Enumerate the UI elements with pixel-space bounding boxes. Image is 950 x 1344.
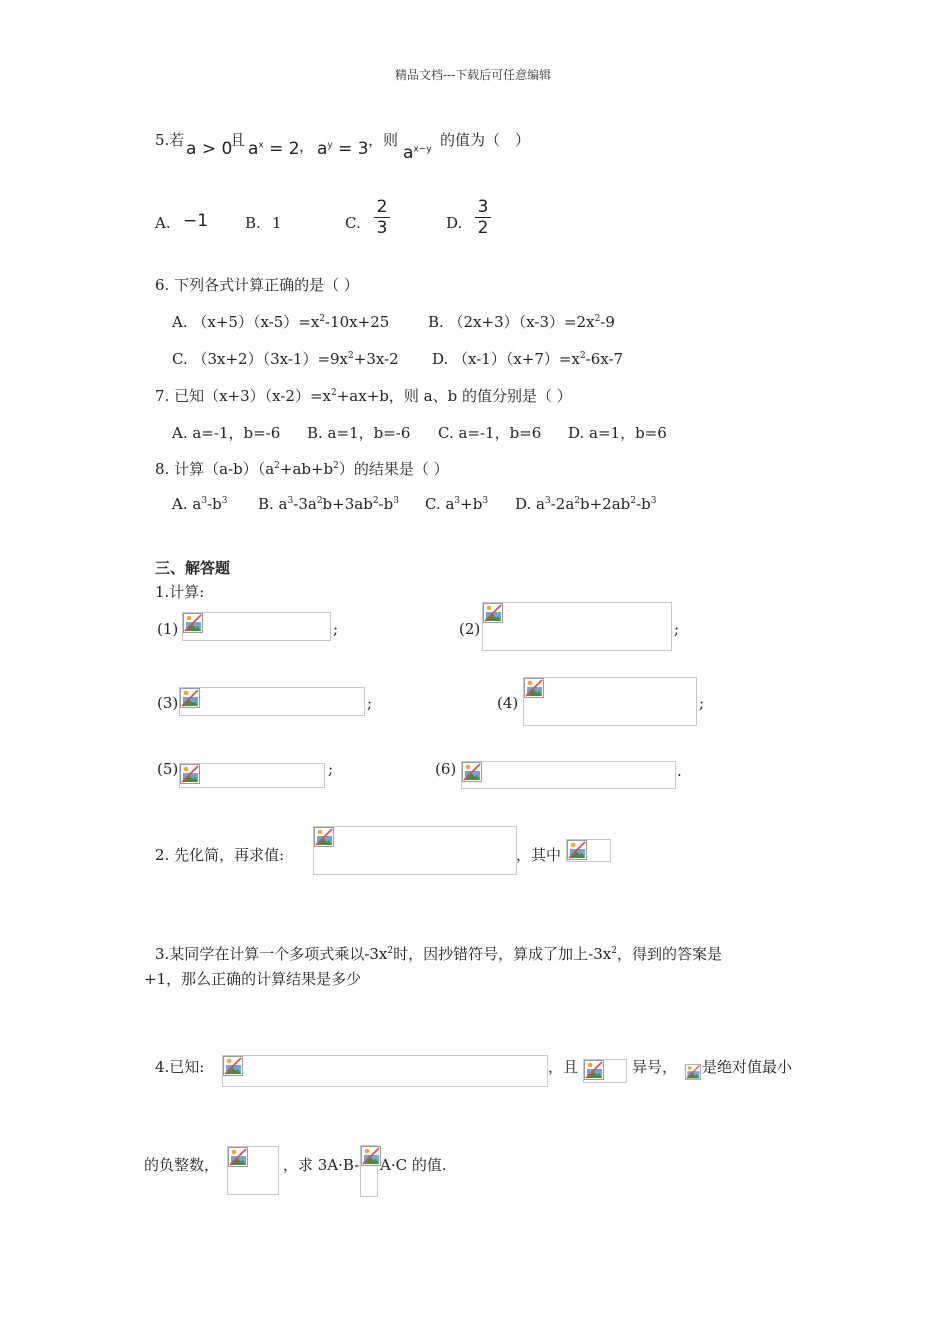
broken-image-icon [567, 840, 587, 860]
q5-option-a-value: −1 [183, 211, 209, 231]
q5-separator: ， [299, 137, 315, 155]
calc-4-formula-image [523, 677, 697, 726]
q6-option-d: D. $(x-1)(x+7)=x^2-6x-7$ [432, 350, 624, 368]
q2-stem: 2. 先化简，再求值: [155, 846, 285, 864]
calc-5-formula-image [179, 763, 325, 788]
q4-and: ，且 [548, 1058, 579, 1076]
q5-target-expression: $a^{x-y}$ [403, 143, 432, 163]
calc-4-semicolon: ; [699, 694, 705, 712]
calc-3-label: (3) [157, 694, 179, 712]
broken-image-icon [223, 1056, 243, 1076]
calc-1-label: (1) [157, 620, 179, 638]
q6-stem: 6. 下列各式计算正确的是（ ） [155, 276, 359, 294]
q4-opposite-sign: 异号， [632, 1058, 678, 1076]
page-header: 精品文档---下载后可任意编辑 [395, 68, 552, 82]
broken-image-icon [228, 1147, 248, 1167]
calc-2-formula-image [482, 602, 672, 651]
calc-3-formula-image [179, 687, 365, 716]
q2-where: ，其中 [516, 846, 562, 864]
q4-coefficient-image [360, 1145, 378, 1197]
q6-option-c: C. $(3x+2)(3x-1)=9x^2+3x-2$ [172, 350, 399, 368]
q5-then: ，则 [368, 131, 399, 149]
broken-image-icon [524, 678, 544, 698]
calc-5-semicolon: ; [328, 760, 334, 778]
q7-option-d: D. a=1，b=6 [568, 424, 667, 442]
q5-equation-1: $a^x = 2$ [248, 139, 300, 159]
broken-image-icon [183, 613, 203, 633]
q7-option-a: A. a=-1，b=-6 [172, 424, 281, 442]
q4-line2-prefix: 的负整数， [144, 1156, 220, 1174]
q2-expression-image [313, 826, 517, 875]
q5-option-d-fraction: 3 2 [475, 198, 491, 237]
q8-option-d: D. $a^3-2a^2b+2ab^2-b^3$ [515, 495, 657, 513]
q2-condition-image [566, 839, 611, 862]
q4-find-post: A·C 的值. [380, 1156, 447, 1174]
q7-option-c: C. a=-1，b=6 [438, 424, 542, 442]
broken-image-icon [180, 764, 200, 784]
section-3-q1-title: 1.计算: [155, 583, 205, 601]
q5-option-b-value: 1 [272, 214, 282, 232]
q3-line-1: 3.某同学在计算一个多项式乘以$-3x^2$时，因抄错符号，算成了加上$-3x^2$，得到的答案是 [155, 945, 722, 963]
q5-option-b-label: B. [245, 214, 261, 232]
broken-image-icon [361, 1146, 381, 1166]
q4-variable-c-image [685, 1064, 701, 1080]
calc-2-label: (2) [459, 620, 481, 638]
q4-abs-min: 是绝对值最小 [702, 1058, 793, 1076]
q7-stem: 7. 已知$(x+3)(x-2)=x^2+ax+b$，则 a、b 的值分别是（ ） [155, 387, 572, 405]
q5-prefix: 5.若 [155, 131, 185, 149]
q5-suffix: 的值为（ ） [440, 131, 531, 149]
calc-3-semicolon: ; [367, 694, 373, 712]
q5-condition: a > 0 [186, 139, 233, 159]
q8-option-c: C. $a^3+b^3$ [425, 495, 489, 513]
broken-image-icon [314, 827, 334, 847]
q5-option-c-fraction: 2 3 [374, 198, 390, 237]
broken-image-icon [180, 688, 200, 708]
q5-option-d-label: D. [446, 214, 463, 232]
section-3-title: 三、解答题 [155, 559, 231, 577]
q5-option-a-label: A. [155, 214, 171, 232]
q4-expression-image [222, 1055, 548, 1087]
q4-prefix: 4.已知: [155, 1058, 205, 1076]
calc-1-formula-image [182, 612, 331, 641]
q8-option-a: A. $a^3-b^3$ [172, 495, 228, 513]
q4-find: ，求 3A·B- [283, 1156, 360, 1174]
q5-option-c-label: C. [345, 214, 361, 232]
calc-6-period: . [677, 762, 682, 780]
q8-option-b: B. $a^3-3a^2b+3ab^2-b^3$ [258, 495, 399, 513]
broken-image-icon [483, 603, 503, 623]
q5-equation-2: $a^y = 3$ [317, 139, 369, 159]
q4-c-value-image [227, 1146, 279, 1195]
calc-2-semicolon: ; [674, 620, 680, 638]
q6-option-a: A. $(x+5)(x-5)=x^2-10x+25$ [172, 313, 390, 331]
calc-6-formula-image [461, 761, 676, 789]
q4-variables-image [583, 1059, 627, 1083]
q5-and: 且 [230, 131, 246, 149]
q7-option-b: B. a=1，b=-6 [307, 424, 411, 442]
calc-4-label: (4) [497, 694, 519, 712]
q3-line-2: +1，那么正确的计算结果是多少 [144, 970, 362, 988]
broken-image-icon [462, 762, 482, 782]
calc-5-label: (5) [157, 760, 179, 778]
calc-6-label: (6) [435, 760, 457, 778]
broken-image-icon [584, 1060, 604, 1080]
q8-stem: 8. 计算$(a-b)(a^2+ab+b^2)$的结果是（ ） [155, 460, 449, 478]
q6-option-b: B. $(2x+3)(x-3)=2x^2-9$ [428, 313, 615, 331]
calc-1-semicolon: ; [333, 620, 339, 638]
